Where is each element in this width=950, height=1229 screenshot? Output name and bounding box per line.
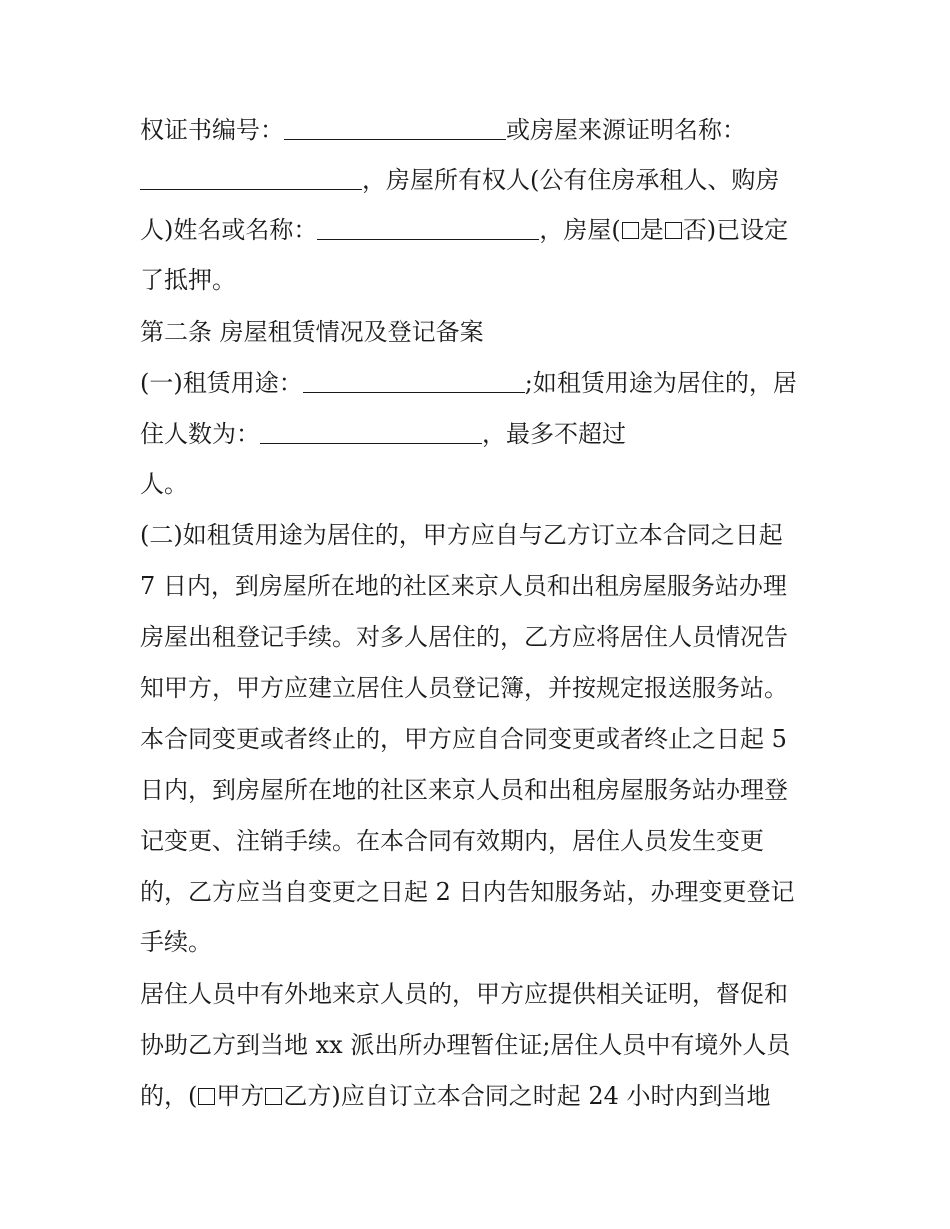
text-line <box>140 824 764 858</box>
text-line <box>140 722 787 756</box>
text-segment: 的，( <box>140 1082 198 1110</box>
text-line <box>140 1028 790 1062</box>
text-line <box>140 263 236 297</box>
blank-field <box>284 117 506 140</box>
text-line <box>140 366 797 400</box>
text-segment: 的，乙方应当自变更之日起 2 日内告知服务站，办理变更登记 <box>140 878 795 906</box>
text-line <box>140 773 788 807</box>
text-segment: 或房屋来源证明名称： <box>506 116 746 144</box>
blank-field <box>260 421 482 444</box>
text-segment: ，房屋( <box>539 216 621 244</box>
text-segment: 人。 <box>140 470 188 498</box>
text-segment: 日内，到房屋所在地的社区来京人员和出租房屋服务站办理登 <box>140 776 788 804</box>
section-heading <box>140 315 484 349</box>
text-segment: 本合同变更或者终止的，甲方应自合同变更或者终止之日起 5 <box>140 725 787 753</box>
text-segment: 知甲方，甲方应建立居住人员登记簿，并按规定报送服务站。 <box>140 674 788 702</box>
text-segment: (一)租赁用途： <box>140 369 303 397</box>
text-line <box>140 163 779 197</box>
text-segment: 住人数为： <box>140 420 260 448</box>
text-segment: 乙方)应自订立本合同之时起 24 小时内到当地 <box>283 1082 771 1110</box>
text-line <box>140 467 188 501</box>
text-segment: ，最多不超过 <box>482 420 626 448</box>
text-segment: ，房屋所有权人(公有住房承租人、购房 <box>362 166 780 194</box>
checkbox[interactable] <box>265 1088 282 1105</box>
checkbox[interactable] <box>622 222 639 239</box>
text-segment: 7 日内，到房屋所在地的社区来京人员和出租房屋服务站办理 <box>140 572 787 600</box>
text-segment: 权证书编号： <box>140 116 284 144</box>
text-segment: 第二条 房屋租赁情况及登记备案 <box>140 318 484 346</box>
blank-field <box>303 370 525 393</box>
text-line <box>140 671 788 705</box>
text-segment: ;如租赁用途为居住的，居 <box>524 369 797 397</box>
text-line <box>140 213 788 247</box>
text-line <box>140 977 788 1011</box>
text-segment: 协助乙方到当地 xx 派出所办理暂住证;居住人员中有境外人员 <box>140 1031 791 1059</box>
text-line <box>140 113 746 147</box>
text-line <box>140 620 788 654</box>
text-line <box>140 1079 771 1113</box>
text-segment: 是 <box>639 216 664 244</box>
text-segment: 否)已设定 <box>682 216 789 244</box>
text-line <box>140 518 783 552</box>
text-segment: 房屋出租登记手续。对多人居住的，乙方应将居住人员情况告 <box>140 623 788 651</box>
text-segment: 记变更、注销手续。在本合同有效期内，居住人员发生变更 <box>140 827 764 855</box>
text-segment: (二)如租赁用途为居住的，甲方应自与乙方订立本合同之日起 <box>140 521 783 549</box>
text-line <box>140 925 212 959</box>
text-segment: 人)姓名或名称： <box>140 216 318 244</box>
text-segment: 手续。 <box>140 928 212 956</box>
text-segment: 甲方 <box>216 1082 265 1110</box>
text-line <box>140 569 787 603</box>
blank-field <box>140 167 362 190</box>
text-segment: 了抵押。 <box>140 266 236 294</box>
text-line <box>140 417 626 451</box>
checkbox[interactable] <box>198 1088 215 1105</box>
blank-field <box>317 217 539 240</box>
text-line <box>140 875 795 909</box>
text-segment: 居住人员中有外地来京人员的，甲方应提供相关证明，督促和 <box>140 980 788 1008</box>
checkbox[interactable] <box>665 222 682 239</box>
